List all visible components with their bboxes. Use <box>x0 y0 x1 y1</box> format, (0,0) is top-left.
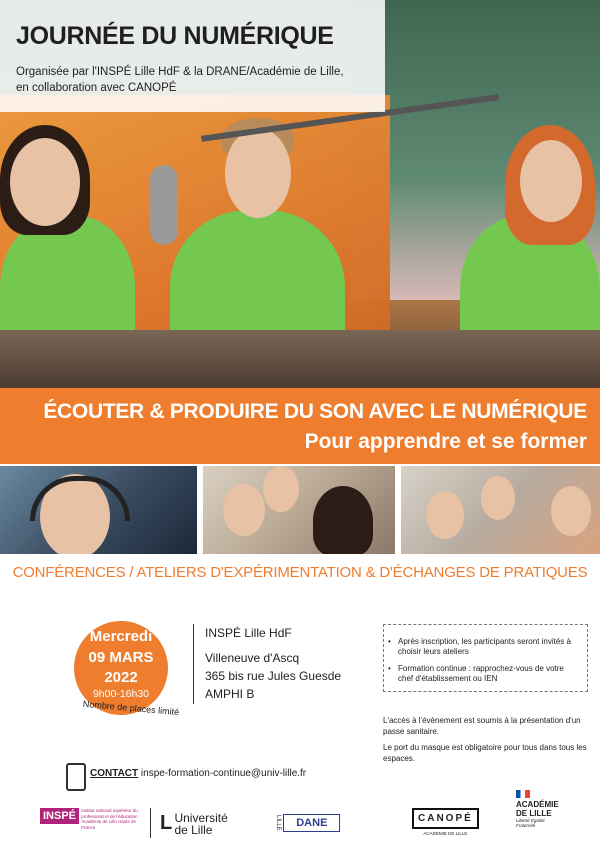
date-day: Mercredi <box>89 628 153 645</box>
info-bullet-training: • Formation continue : rapprochez-vous de votre chef d'établissement ou IEN <box>388 664 578 684</box>
univ-line2: de Lille <box>174 823 213 837</box>
thumb3-face2 <box>481 476 515 520</box>
microphone <box>150 165 178 245</box>
contact-line <box>90 768 306 779</box>
inspe-mark: INSPÉ <box>40 808 79 824</box>
face-left <box>10 138 80 226</box>
face-center <box>225 128 291 218</box>
contact-email[interactable]: inspe-formation-continue@univ-lille.fr <box>140 768 307 779</box>
canope-mark: CANOPÉ <box>412 808 479 829</box>
academie-logo <box>516 790 559 828</box>
thumb3-face3 <box>551 486 591 536</box>
desk <box>0 330 600 388</box>
thumb3-face1 <box>426 491 464 539</box>
subtitle-line1: Organisée par l'INSPÉ Lille HdF & la DRANE/Académie de Lille, <box>16 66 344 78</box>
dane-logo <box>275 814 340 832</box>
venue-address: 365 bis rue Jules Guesde <box>205 669 342 683</box>
venue-divider <box>193 624 194 704</box>
venue-room: AMPHI B <box>205 687 255 701</box>
date-time: 9h00-16h30 <box>92 688 150 700</box>
subtitle-line2: en collaboration avec CANOPÉ <box>16 82 177 94</box>
note-pass: L'accès à l'évènement est soumis à la présentation d'un passe sanitaire. <box>383 716 581 736</box>
photo-classroom-headsets <box>401 466 600 554</box>
flag-icon <box>516 790 530 798</box>
headphones-icon <box>30 476 130 521</box>
dane-side: LILLE <box>275 815 281 831</box>
univ-lille-text <box>174 812 227 836</box>
date-date: 09 MARS <box>88 649 154 666</box>
venue-name: INSPÉ Lille HdF <box>205 626 292 640</box>
univ-line1: Université <box>174 811 228 825</box>
contact-label: CONTACT <box>90 768 139 779</box>
photo-girl-headphones <box>0 466 197 554</box>
univ-lille-mark: L <box>160 812 173 834</box>
inspe-desc: Institut national supérieur du professorat et de l'éducation Académie de Lille Hauts de France <box>81 808 138 830</box>
inspe-logo <box>40 808 149 830</box>
banner-headline: ÉCOUTER & PRODUIRE DU SON AVEC LE NUMÉRIQUE <box>43 400 587 423</box>
academie-motto: Liberté Égalité Fraternité <box>516 818 545 828</box>
canope-sub: ACADÉMIE DE LILLE <box>423 831 468 836</box>
dane-mark: DANE <box>283 814 340 832</box>
logo-separator <box>150 808 151 838</box>
venue-city: Villeneuve d'Ascq <box>205 651 300 665</box>
academie-line2: DE LILLE <box>516 809 552 818</box>
event-subtitle <box>16 64 376 96</box>
event-title: JOURNÉE DU NUMÉRIQUE <box>16 22 334 50</box>
thumb2-hair <box>313 486 373 554</box>
photo-students-interview <box>203 466 395 554</box>
univ-lille-logo <box>160 812 228 836</box>
date-year: 2022 <box>104 669 138 686</box>
info-bullet-registration: • Après inscription, les participants seront invités à choisir leurs ateliers <box>388 637 578 657</box>
thumb2-face1 <box>223 484 265 536</box>
banner-tagline: Pour apprendre et se former <box>304 430 587 453</box>
limited-places: Nombre de places limité <box>82 698 180 718</box>
thumb2-face2 <box>263 466 299 512</box>
canope-logo <box>412 808 479 836</box>
note-mask: Le port du masque est obligatoire pour tous dans tous les espaces. <box>383 743 587 763</box>
phone-mail-icon <box>66 763 86 791</box>
activities-line: CONFÉRENCES / ATELIERS D'EXPÉRIMENTATION & D'ÉCHANGES DE PRATIQUES <box>12 564 588 581</box>
academie-line1: ACADÉMIE <box>516 800 559 809</box>
face-right <box>520 140 582 222</box>
